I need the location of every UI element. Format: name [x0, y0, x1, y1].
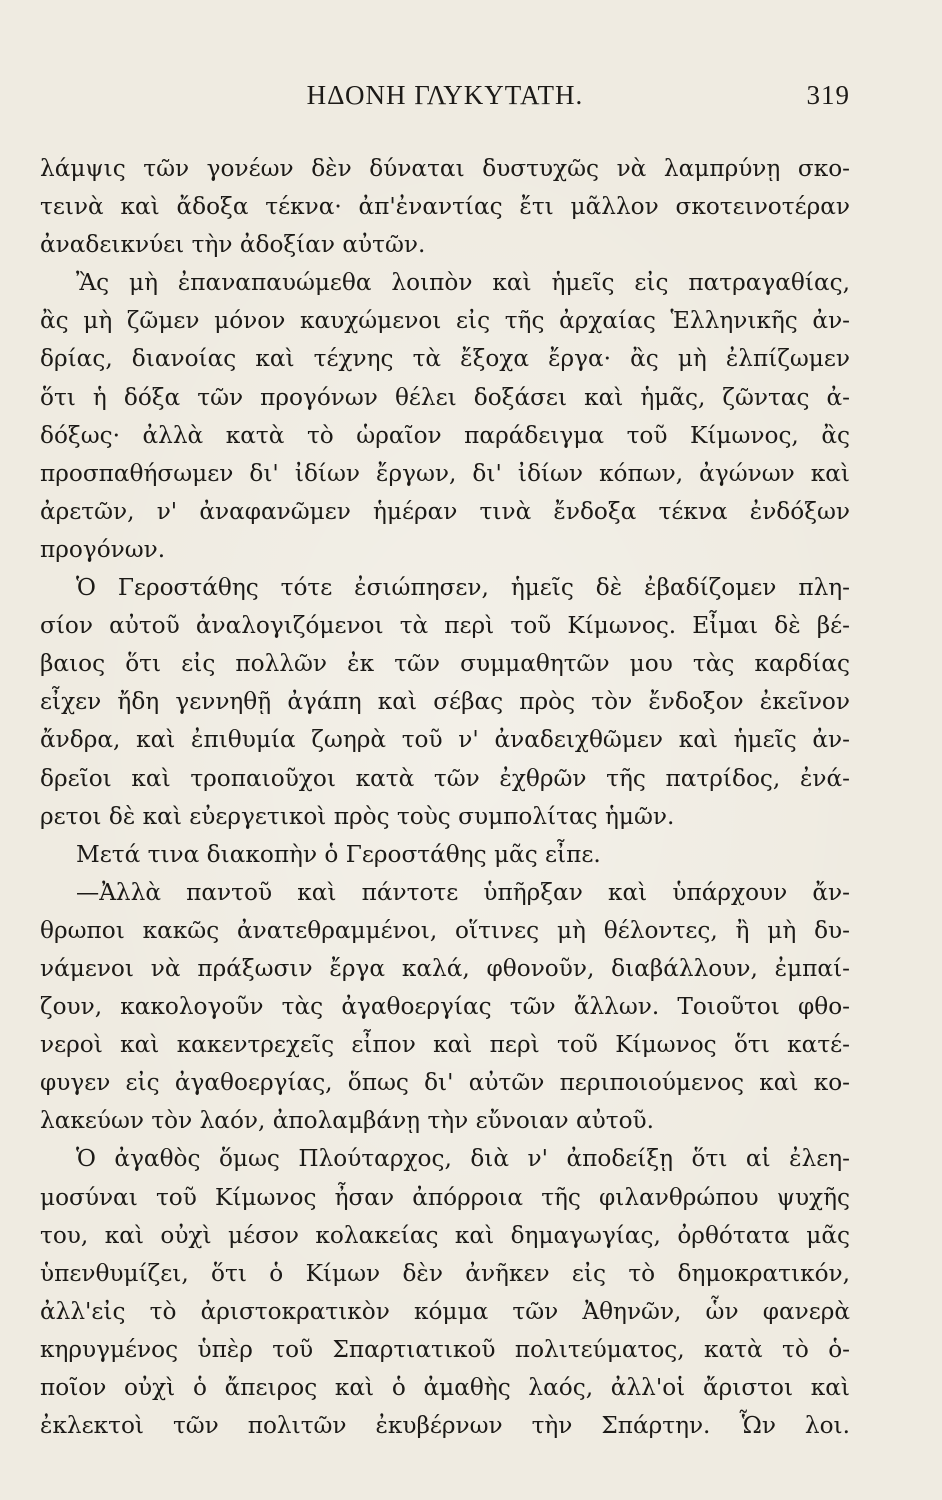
text-line: ποῖον οὐχὶ ὁ ἄπειρος καὶ ὁ ἀμαθὴς λαός, ἀλλ'οἱ ἄριστοι καὶ	[40, 1374, 850, 1401]
text-line: ζουν, κακολογοῦν τὰς ἀγαθοεργίας τῶν ἄλλων. Τοιοῦτοι φθο-	[40, 993, 850, 1021]
text-line: δόξως· ἀλλὰ κατὰ τὸ ὡραῖον παράδειγμα τοῦ Κίμωνος, ἂς	[40, 421, 850, 449]
text-line: του, καὶ οὐχὶ μέσον κολακείας καὶ δημαγωγίας, ὀρθότατα μᾶς	[40, 1221, 850, 1249]
text-line: ἂς μὴ ζῶμεν μόνον καυχώμενοι εἰς τῆς ἀρχαίας Ἑλληνικῆς ἀν-	[40, 307, 850, 335]
text-line: λάμψις τῶν γονέων δὲν δύναται δυστυχῶς νὰ λαμπρύνῃ σκο-	[40, 155, 850, 182]
page-number: 319	[806, 80, 850, 110]
text-line: Ὁ Γεροστάθης τότε ἐσιώπησεν, ἡμεῖς δὲ ἐβαδίζομεν πλη-	[76, 574, 850, 602]
text-line: προσπαθήσωμεν δι' ἰδίων ἔργων, δι' ἰδίων κόπων, ἀγώνων καὶ	[40, 459, 850, 487]
text-line: δρεῖοι καὶ τροπαιοῦχοι κατὰ τῶν ἐχθρῶν τῆς πατρίδος, ἐνά-	[40, 764, 850, 792]
text-line: σίον αὐτοῦ ἀναλογιζόμενοι τὰ περὶ τοῦ Κίμωνος. Εἶμαι δὲ βέ-	[40, 612, 850, 640]
text-line: ὑπενθυμίζει, ὅτι ὁ Κίμων δὲν ἀνῆκεν εἰς τὸ δημοκρατικόν,	[40, 1259, 850, 1287]
text-line: ἐκλεκτοὶ τῶν πολιτῶν ἐκυβέρνων τὴν Σπάρτην. Ὧν λοι.	[40, 1412, 850, 1440]
text-line: λακεύων τὸν λαόν, ἀπολαμβάνῃ τὴν εὔνοιαν αὐτοῦ.	[40, 1107, 655, 1135]
text-line: θρωποι κακῶς ἀνατεθραμμένοι, οἵτινες μὴ θέλοντες, ἢ μὴ δυ-	[40, 916, 850, 944]
text-line: εἶχεν ἤδη γεννηθῇ ἀγάπη καὶ σέβας πρὸς τὸν ἔνδοξον ἐκεῖνον	[40, 688, 850, 716]
body-text	[40, 150, 850, 1445]
text-line: Ἂς μὴ ἐπαναπαυώμεθα λοιπὸν καὶ ἡμεῖς εἰς πατραγαθίας,	[76, 269, 850, 297]
text-line: ρετοι δὲ καὶ εὐεργετικοὶ πρὸς τοὺς συμπολίτας ἡμῶν.	[40, 802, 675, 830]
page-header	[40, 80, 850, 120]
text-line: νάμενοι νὰ πράξωσιν ἔργα καλά, φθονοῦν, διαβάλλουν, ἐμπαί-	[40, 954, 850, 982]
running-title: ΗΔΟΝΗ ΓΛΥΚΥΤΑΤΗ.	[306, 80, 584, 110]
text-line: Μετά τινα διακοπὴν ὁ Γεροστάθης μᾶς εἶπε.	[76, 840, 601, 868]
text-line: κηρυγμένος ὑπὲρ τοῦ Σπαρτιατικοῦ πολιτεύματος, κατὰ τὸ ὁ-	[40, 1335, 850, 1363]
text-line: φυγεν εἰς ἀγαθοεργίας, ὅπως δι' αὐτῶν περιποιούμενος καὶ κο-	[40, 1069, 850, 1097]
text-line: ἀρετῶν, ν' ἀναφανῶμεν ἡμέραν τινὰ ἔνδοξα τέκνα ἐνδόξων	[40, 497, 850, 525]
text-line: ἀναδεικνύει τὴν ἀδοξίαν αὐτῶν.	[40, 231, 426, 259]
text-line: μοσύναι τοῦ Κίμωνος ἦσαν ἀπόρροια τῆς φιλανθρώπου ψυχῆς	[40, 1183, 850, 1211]
text-line: Ὁ ἀγαθὸς ὅμως Πλούταρχος, διὰ ν' ἀποδείξῃ ὅτι αἱ ἐλεη-	[76, 1145, 850, 1173]
text-line: βαιος ὅτι εἰς πολλῶν ἐκ τῶν συμμαθητῶν μου τὰς καρδίας	[40, 650, 850, 678]
text-line: —Ἀλλὰ παντοῦ καὶ πάντοτε ὑπῆρξαν καὶ ὑπάρχουν ἄν-	[76, 878, 850, 906]
text-line: ὅτι ἡ δόξα τῶν προγόνων θέλει δοξάσει καὶ ἡμᾶς, ζῶντας ἀ-	[40, 383, 850, 411]
text-line: νεροὶ καὶ κακεντρεχεῖς εἶπον καὶ περὶ τοῦ Κίμωνος ὅτι κατέ-	[40, 1031, 850, 1059]
text-line: ἄνδρα, καὶ ἐπιθυμία ζωηρὰ τοῦ ν' ἀναδειχθῶμεν καὶ ἡμεῖς ἀν-	[40, 726, 850, 754]
text-line: τεινὰ καὶ ἄδοξα τέκνα· ἀπ'ἐναντίας ἔτι μᾶλλον σκοτεινοτέραν	[40, 193, 850, 221]
text-line: δρίας, διανοίας καὶ τέχνης τὰ ἔξοχα ἔργα· ἂς μὴ ἐλπίζωμεν	[40, 345, 850, 373]
text-line: προγόνων.	[40, 535, 166, 563]
text-line: ἀλλ'εἰς τὸ ἀριστοκρατικὸν κόμμα τῶν Ἀθηνῶν, ὧν φανερὰ	[40, 1297, 850, 1325]
